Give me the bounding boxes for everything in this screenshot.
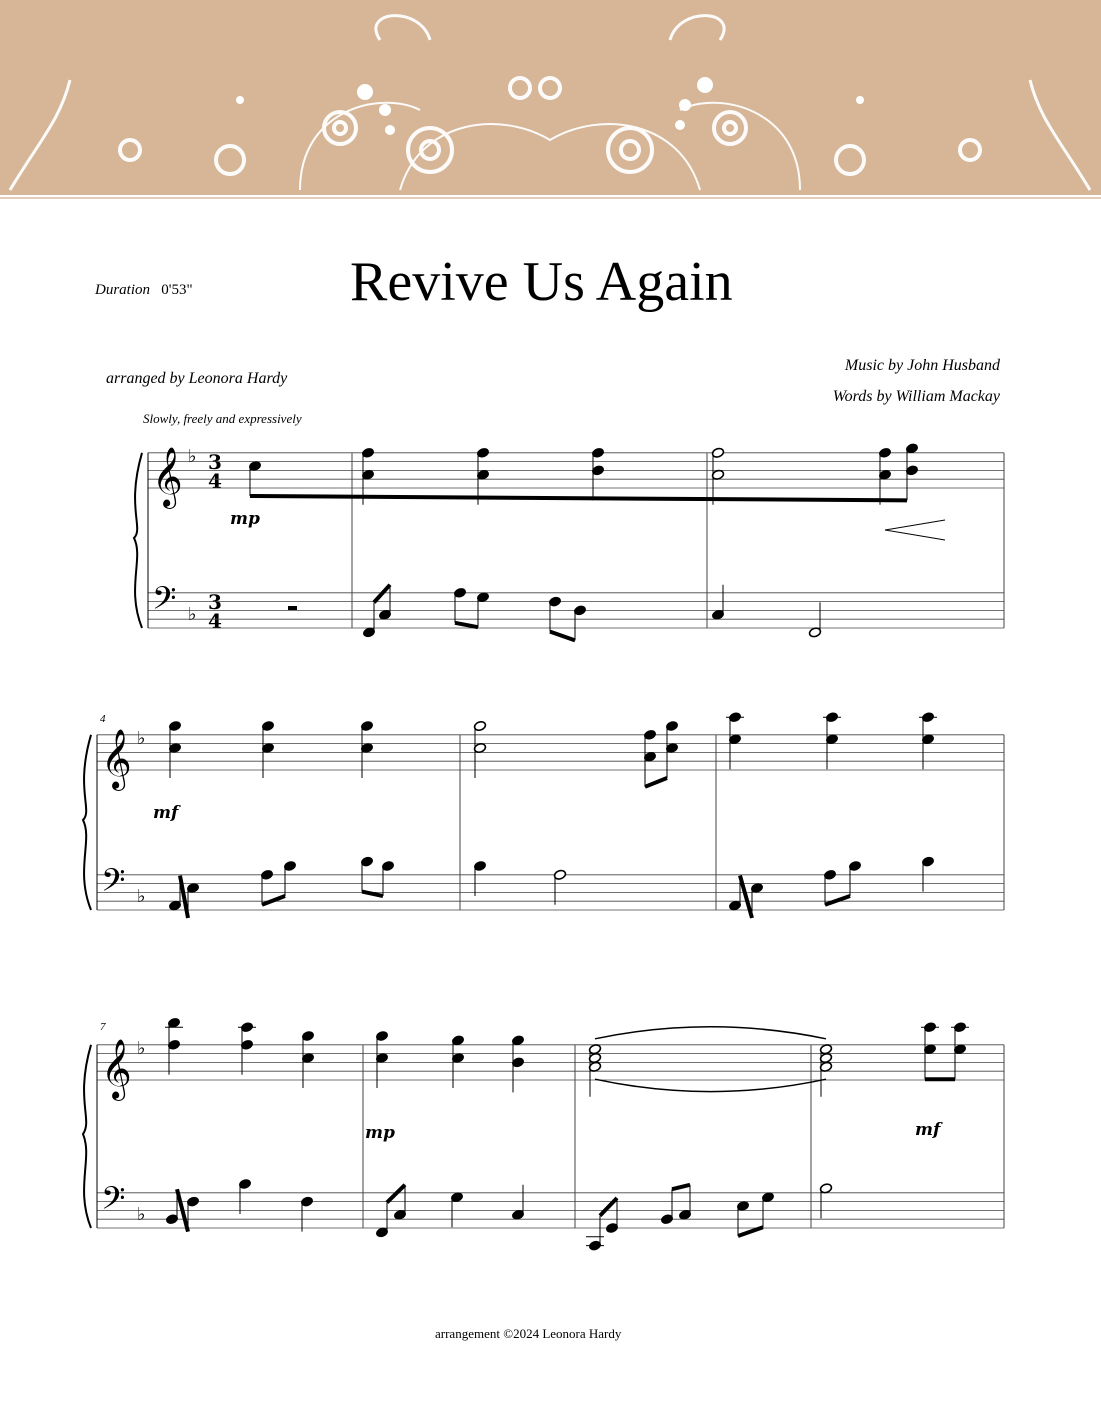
time-sig-bottom: 4 (208, 609, 222, 633)
beam (600, 1198, 617, 1216)
copyright-footer: arrangement ©2024 Leonora Hardy (435, 1326, 622, 1341)
lyricist-credit: Words by William Mackay (832, 388, 1000, 405)
key-flat-icon: ♭ (137, 727, 146, 749)
duration-label: Duration (95, 282, 151, 298)
bass-clef-icon: 𝄢 (101, 1180, 126, 1224)
key-flat-icon: ♭ (137, 885, 146, 907)
time-sig-bottom: 4 (208, 469, 222, 493)
bass-clef-icon: 𝄢 (152, 580, 177, 624)
treble-clef-icon: 𝄞 (101, 729, 132, 789)
brace (83, 735, 91, 910)
key-flat-icon: ♭ (137, 1037, 146, 1059)
beam (262, 896, 285, 905)
tie (595, 1079, 826, 1091)
beam (250, 496, 907, 500)
beam (455, 623, 478, 627)
key-flat-icon: ♭ (137, 1203, 146, 1225)
crescendo-hairpin (885, 520, 945, 540)
dynamic-mf: mf (915, 1120, 941, 1140)
time-sig-top: 3 (208, 590, 222, 614)
beam (387, 1185, 405, 1203)
brace (83, 1045, 91, 1228)
beam (825, 896, 850, 905)
duration-value: 0'53" (161, 282, 193, 298)
dynamic-mf: mf (153, 803, 179, 823)
bass-clef-icon: 𝄢 (101, 862, 126, 906)
brace (134, 453, 142, 628)
beam (180, 876, 188, 918)
page-title: Revive Us Again (350, 251, 733, 313)
beam (374, 585, 390, 603)
beam (645, 778, 667, 787)
treble-clef-icon: 𝄞 (152, 447, 183, 507)
time-sig-top: 3 (208, 450, 222, 474)
tempo-marking: Slowly, freely and expressively (143, 411, 302, 426)
measure-number: 4 (100, 713, 106, 725)
beam (550, 632, 575, 641)
arranger-credit: arranged by Leonora Hardy (106, 370, 288, 387)
beam (740, 876, 752, 918)
measure-number: 7 (100, 1021, 106, 1033)
key-flat-icon: ♭ (188, 603, 197, 625)
dynamic-mp: mp (365, 1123, 395, 1143)
key-flat-icon: ♭ (188, 445, 197, 467)
tie (595, 1027, 826, 1039)
beam (672, 1185, 690, 1189)
composer-credit: Music by John Husband (844, 357, 1000, 374)
beam (738, 1227, 763, 1236)
dynamic-mp: mp (230, 509, 260, 529)
rest-icon (288, 606, 297, 610)
treble-clef-icon: 𝄞 (101, 1039, 132, 1099)
